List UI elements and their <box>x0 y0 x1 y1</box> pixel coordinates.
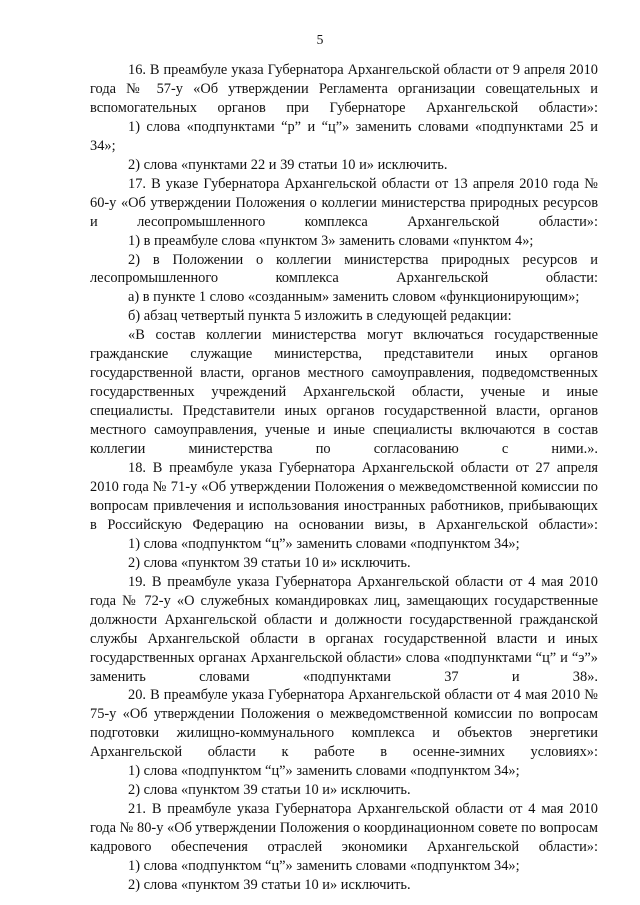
paragraph-20: 20. В преамбуле указа Губернатора Архангельской области от 4 мая 2010 № 75-у «Об утверждении Положения о межведомственной комиссии по вопросам подготовки жилищно-коммунального комплекса и объектов энергетики Архангельской области к работе в осенне-зимних условиях»: <box>90 687 598 761</box>
page-number: 5 <box>316 32 324 47</box>
document-body <box>90 61 598 895</box>
paragraph-21-item-1: 1) слова «подпунктом “ц”» заменить словами «подпунктом 34»; <box>128 858 520 875</box>
paragraph-21-item-2: 2) слова «пунктом 39 статьи 10 и» исключить. <box>128 876 411 893</box>
paragraph-18: 18. В преамбуле указа Губернатора Архангельской области от 27 апреля 2010 года № 71-у «Об утверждении Положения о межведомственной комиссии по вопросам привлечения и использования иностранных работников, прибывающих в Российскую Федерацию на основании визы, в Архангельской области»: <box>90 460 598 533</box>
paragraph-17-item-2a: а) в пункте 1 слово «созданным» заменить словом «функционирующим»; <box>128 289 580 306</box>
paragraph-17: 17. В указе Губернатора Архангельской области от 13 апреля 2010 года № 60-у «Об утверждении Положения о коллегии министерства природных ресурсов и лесопромышленного комплекса Архангельской области»: <box>90 175 598 230</box>
paragraph-16-item-1: 1) слова «подпунктами “р” и “ц”» заменить словами «подпунктами 25 и 34»; <box>90 118 598 154</box>
paragraph-17-quote: «В состав коллегии министерства могут включаться государственные гражданские служащие министерства, представители иных органов государственной власти, органов местного самоуправления, подведомственных государственных учреждений Архангельской области, ученые и иные специалисты. Представители иных органов государственной власти, органов местного самоуправления, ученые и иные специалисты включаются в состав коллегии министерства по согласованию с ними.». <box>90 327 598 458</box>
paragraph-17-item-2: 2) в Положении о коллегии министерства природных ресурсов и лесопромышленного комплекса Архангельской области: <box>90 251 598 287</box>
paragraph-17-item-1: 1) в преамбуле слова «пунктом 3» заменить словами «пунктом 4»; <box>128 232 534 249</box>
paragraph-21: 21. В преамбуле указа Губернатора Архангельской области от 4 мая 2010 года № 80-у «Об утверждении Положения о координационном совете по вопросам кадрового обеспечения отраслей экономики Архангельской области»: <box>90 801 598 856</box>
paragraph-20-item-2: 2) слова «пунктом 39 статьи 10 и» исключить. <box>128 782 411 799</box>
paragraph-18-item-2: 2) слова «пунктом 39 статьи 10 и» исключить. <box>128 554 411 571</box>
paragraph-20-item-1: 1) слова «подпунктом “ц”» заменить словами «подпунктом 34»; <box>128 763 520 780</box>
paragraph-16: 16. В преамбуле указа Губернатора Архангельской области от 9 апреля 2010 года № 57-у «Об утверждении Регламента организации совещательных и вспомогательных органов при Губернаторе Архангельской области»: <box>90 62 598 116</box>
paragraph-16-item-2: 2) слова «пунктами 22 и 39 статьи 10 и» исключить. <box>128 156 448 173</box>
paragraph-17-item-2b: б) абзац четвертый пункта 5 изложить в следующей редакции: <box>128 308 512 325</box>
paragraph-18-item-1: 1) слова «подпунктом “ц”» заменить словами «подпунктом 34»; <box>128 535 520 552</box>
paragraph-19: 19. В преамбуле указа Губернатора Архангельской области от 4 мая 2010 года № 72-у «О служебных командировках лиц, замещающих государственные должности Архангельской области и должности государственной гражданской службы Архангельской области в органах государственной власти и иных государственных органах Архангельской области» слова «подпунктами “ц” и “э”» заменить словами «подпунктами 37 и 38». <box>90 573 598 685</box>
